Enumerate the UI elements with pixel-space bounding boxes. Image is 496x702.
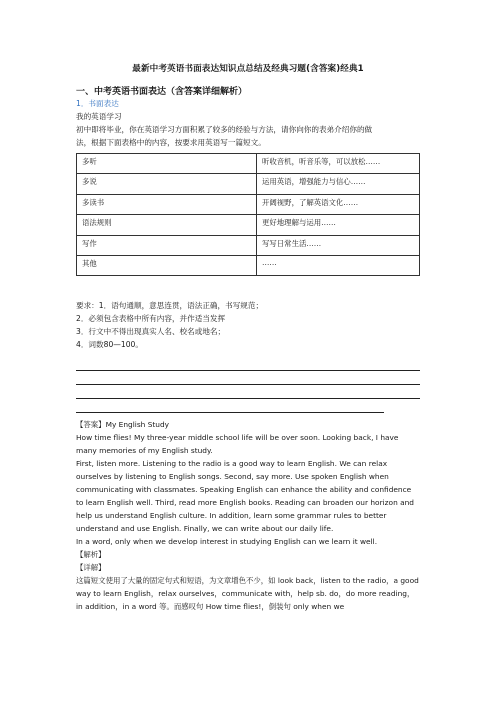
answer-line — [76, 412, 384, 413]
detail-text: 这篇短文使用了大量的固定句式和短语，为文章增色不少，如 look back，listen to the radio，a good way to learn English，relax ourselves，communicate with，help sb. do，do more reading，in addition，in a word 等。而感叹句 How time flies!，倒装句 only when we — [76, 576, 419, 611]
requirement-2: 2．必须包含表格中所有内容，并作适当发挥 — [76, 314, 226, 323]
table-cell-detail: 写写日常生活…… — [257, 235, 420, 255]
table-row — [77, 235, 420, 255]
analysis-label: 【解析】 — [76, 550, 106, 559]
requirement-3: 3．行文中不得出现真实人名、校名或地名； — [76, 327, 226, 336]
table-cell-topic: 写作 — [77, 235, 257, 255]
intro-line-1: 初中即将毕业，你在英语学习方面积累了较多的经验与方法，请你向你的表弟介绍你的做 — [76, 125, 373, 134]
outline-table — [76, 153, 420, 276]
table-cell-detail: 更好地理解与运用…… — [257, 215, 420, 235]
table-row — [77, 154, 420, 174]
answer-label: 【答案】My English Study — [76, 420, 170, 429]
intro-line-2: 法，根据下面表格中的内容，按要求用英语写一篇短文。 — [76, 138, 266, 147]
table-cell-topic: 多读书 — [77, 194, 257, 214]
section-heading: 一、中考英语书面表达（含答案详细解析） — [76, 87, 248, 97]
table-row — [77, 194, 420, 214]
answer-paragraph-3: In a word, only when we develop interest in studying English can we learn it well. — [76, 537, 378, 546]
answer-line — [76, 370, 420, 371]
document-title: 最新中考英语书面表达知识点总结及经典习题(含答案)经典1 — [132, 64, 364, 74]
table-cell-topic: 语法规则 — [77, 215, 257, 235]
table-cell-topic: 其他 — [77, 255, 257, 275]
answer-line — [76, 384, 420, 385]
table-cell-detail: 听收音机，听音乐等，可以放松…… — [257, 154, 420, 174]
table-cell-topic: 多说 — [77, 174, 257, 194]
question-number: 1．书面表达 — [76, 99, 119, 108]
answer-line — [76, 398, 420, 399]
requirement-1: 要求：1．语句通顺，意思连贯，语法正确，书写规范； — [76, 301, 264, 310]
answer-block — [76, 418, 420, 613]
table-row — [77, 255, 420, 275]
answer-paragraph-2: First, listen more. Listening to the radio is a good way to learn English. We can relax ourselves by listening to English songs. Second, say more. Use spoken English when communicating with classmates. Speaking English can enhance the ability and confidence to learn English well. Third, read more English books. Reading can broaden our horizon and help us understand English culture. In addition, learn some grammar rules to better understand and use English. Finally, we can write about our daily life. — [76, 459, 415, 533]
table-cell-detail: 运用英语，增强能力与信心…… — [257, 174, 420, 194]
requirement-4: 4．词数80—100。 — [76, 340, 143, 349]
table-row — [77, 174, 420, 194]
detail-label: 【详解】 — [76, 563, 106, 572]
table-cell-detail: 开阔视野，了解英语文化…… — [257, 194, 420, 214]
table-row — [77, 215, 420, 235]
answer-paragraph-1: How time flies! My three-year middle school life will be over soon. Looking back, I have many memories of my English study. — [76, 433, 399, 455]
prompt-title: 我的英语学习 — [76, 112, 122, 121]
table-cell-detail: …… — [257, 255, 420, 275]
table-cell-topic: 多听 — [77, 154, 257, 174]
